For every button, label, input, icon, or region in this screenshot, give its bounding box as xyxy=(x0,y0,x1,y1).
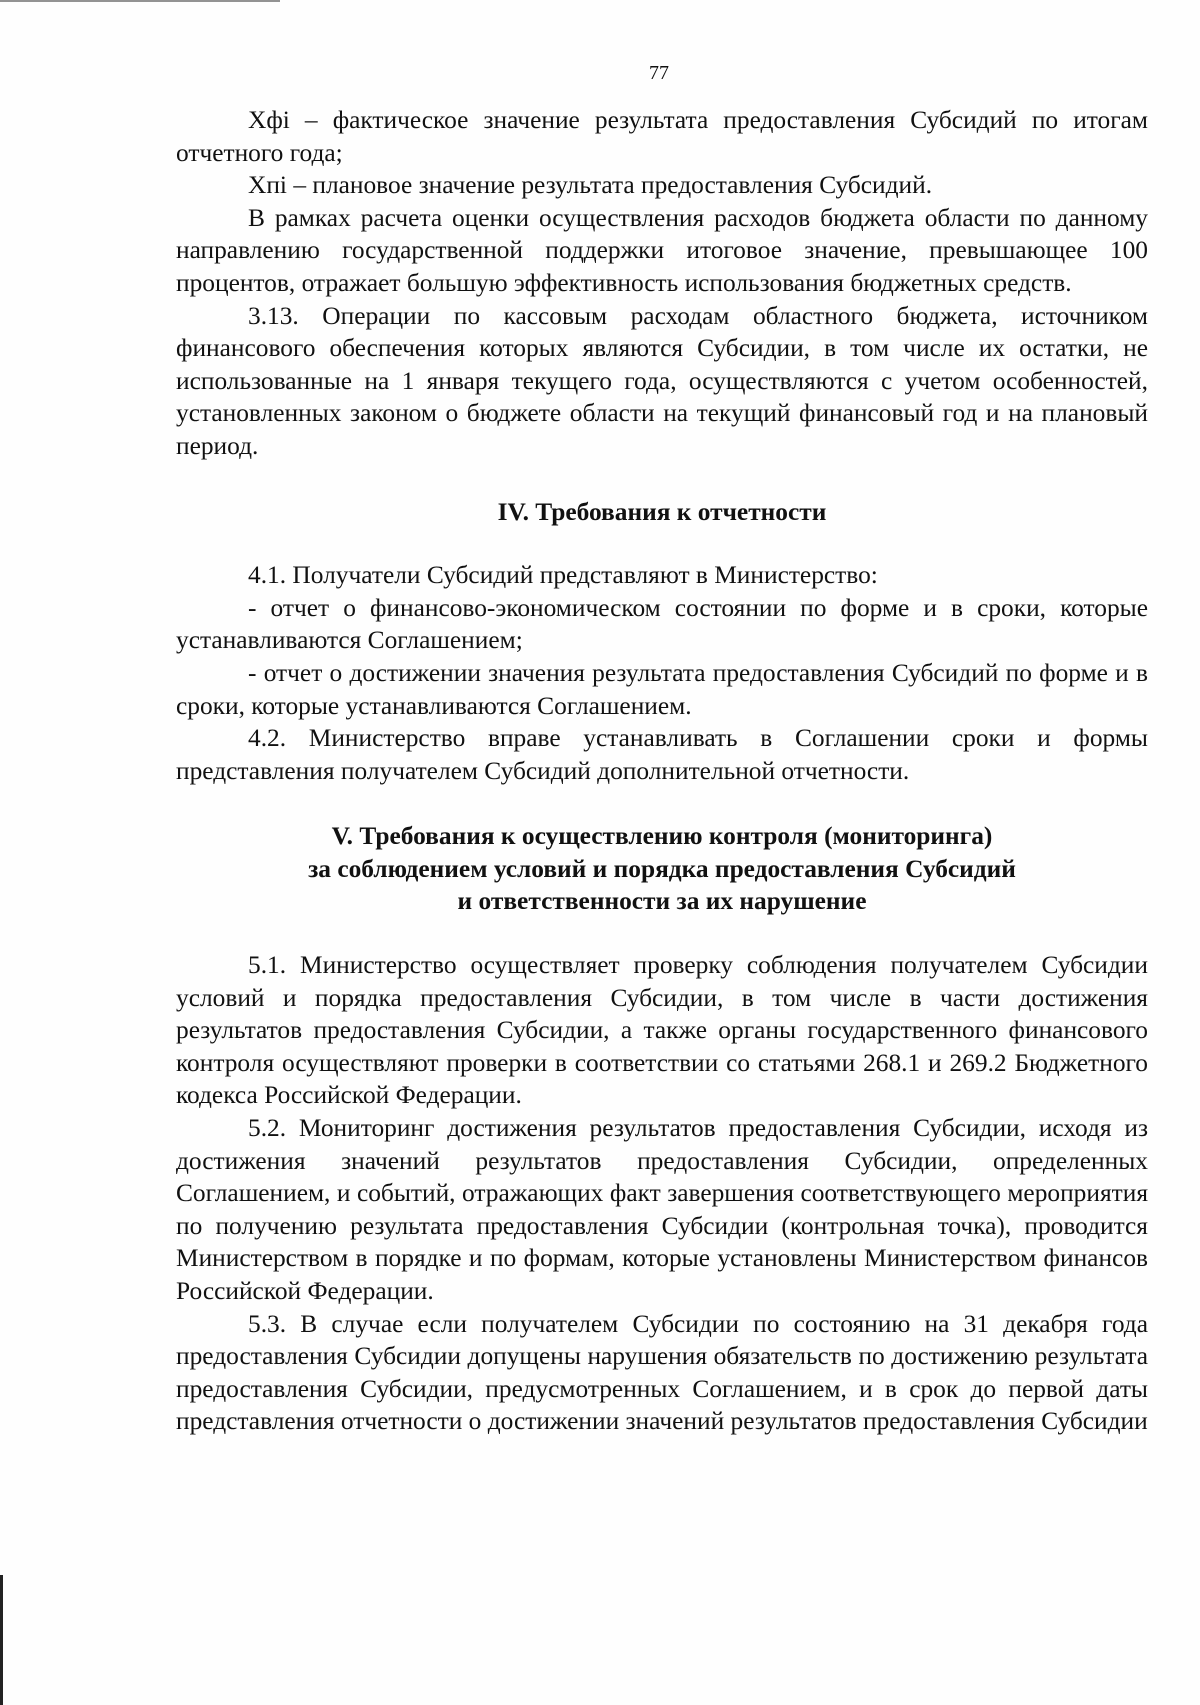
paragraph: В рамках расчета оценки осуществления расходов бюджета области по данному направлению государственной поддержки итоговое значение, превышающее 100 процентов, отражает большую эффективность использования бюджетных средств. xyxy=(176,203,1148,297)
scan-edge-mark-left xyxy=(0,1575,3,1705)
paragraph: 5.1. Министерство осуществляет проверку соблюдения получателем Субсидии условий и порядка предоставления Субсидии, в том числе в части достижения результатов предоставления Субсидии, а также органы государственного финансового контроля осуществляют проверки в соответствии со статьями 268.1 и 269.2 Бюджетного кодекса Российской Федерации. xyxy=(176,951,1148,1110)
paragraph: 5.2. Мониторинг достижения результатов предоставления Субсидии, исходя из достижения значений результатов предоставления Субсидии, определенных Соглашением, и событий, отражающих факт завершения соответствующего мероприятия по получению результата предоставления Субсидии (контрольная точка), проводится Министерством в порядке и по формам, которые установлены Министерством финансов Российской Федерации. xyxy=(176,1114,1148,1305)
heading-line: V. Требования к осуществлению контроля (мониторинга) xyxy=(331,822,993,851)
page-number: 77 xyxy=(649,62,669,84)
section-heading-v xyxy=(176,820,1148,918)
paragraph: 3.13. Операции по кассовым расходам областного бюджета, источником финансового обеспечения которых являются Субсидии, в том числе их остатки, не использованные на 1 января текущего года, осуществляются с учетом особенностей, установленных законом о бюджете области на текущий финансовый год и на плановый период. xyxy=(176,301,1148,460)
heading-line: за соблюдением условий и порядка предоставления Субсидий xyxy=(308,854,1016,883)
paragraph: 4.1. Получатели Субсидий представляют в Министерство: xyxy=(248,561,878,590)
paragraph: 4.2. Министерство вправе устанавливать в Соглашении сроки и формы представления получателем Субсидий дополнительной отчетности. xyxy=(176,724,1148,785)
paragraph: 5.3. В случае если получателем Субсидии по состоянию на 31 декабря года предоставления Субсидии допущены нарушения обязательств по достижению результата предоставления Субсидии, предусмотренных Соглашением, и в срок до первой даты представления отчетности о достижении значений результатов предоставления Субсидии xyxy=(176,1309,1148,1436)
paragraph: Xфi – фактическое значение результата предоставления Субсидий по итогам отчетного года; xyxy=(176,106,1148,167)
section-heading-iv: IV. Требования к отчетности xyxy=(497,497,827,526)
paragraph: Xпi – плановое значение результата предоставления Субсидий. xyxy=(248,171,933,200)
heading-line: и ответственности за их нарушение xyxy=(457,887,867,916)
paragraph: - отчет о достижении значения результата предоставления Субсидий по форме и в сроки, которые устанавливаются Соглашением. xyxy=(176,658,1148,720)
document-body xyxy=(176,104,1148,1438)
scan-edge-mark xyxy=(0,0,280,2)
paragraph: - отчет о финансово-экономическом состоянии по форме и в сроки, которые устанавливаются Соглашением; xyxy=(176,593,1148,655)
